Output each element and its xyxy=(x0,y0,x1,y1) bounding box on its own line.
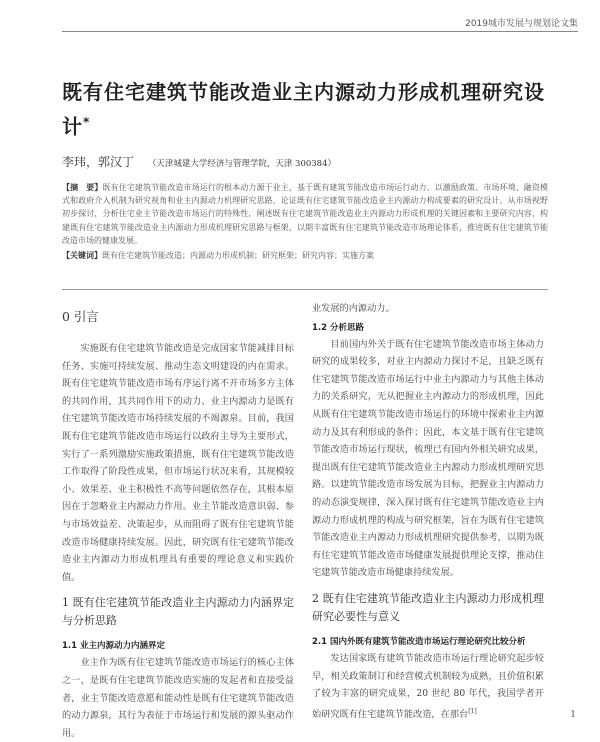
section-heading-1: 1 既有住宅建筑节能改造业主内源动力内涵界定与分析思路 xyxy=(62,596,294,628)
keywords-text: 既有住宅建筑节能改造；内源动力形成机制；研究框架；研究内容；实施方案 xyxy=(102,251,374,261)
left-column xyxy=(62,300,294,742)
section-heading-2: 2 既有住宅建筑节能改造业主内源动力形成机理研究必要性与意义 xyxy=(312,591,544,623)
subsection-heading-1-2: 1.2 分析思路 xyxy=(312,322,365,333)
citation-mark: [1] xyxy=(468,707,477,715)
abstract-text: 既有住宅建筑节能改造市场运行的根本动力源于业主，基于既有建筑节能改造市场运行动力、以激励政策、市场环境、融资模式和政府介入机制为研究视角和业主内源动力机理研究思路，论证既有住宅建筑节能改造业主内源动力构成要素的研究设计。从市场视野初步探讨，分析住宅业主节能改造市场运行的特殊性，阐述既有住宅建筑节能改造业主内源动力形成机理的关键因素和主要研究内容，构建既有住宅建筑节能改造业主内源动力形成机理研究思路与框架，以期丰富既有住宅建筑节能改造市场理论体系，推进既有住宅建筑节能改造市场的健康发展。 xyxy=(62,183,549,245)
abstract xyxy=(62,181,548,247)
running-header: 2019城市发展与规划论文集 xyxy=(465,19,578,29)
section-heading-intro: 0 引言 xyxy=(62,309,99,324)
paragraph-continued: 业发展的内源动力。 xyxy=(312,303,395,314)
subsection-heading-1-1: 1.1 业主内源动力内涵界定 xyxy=(62,641,166,652)
paper-title xyxy=(62,77,562,142)
header-rule xyxy=(62,31,578,32)
right-column xyxy=(312,300,544,723)
subsection-heading-2-1: 2.1 国内外既有建筑节能改造市场运行理论研究比较分析 xyxy=(312,636,526,647)
paragraph: 实施既有住宅建筑节能改造是完成国家节能减排目标任务、实施可持续发展、推动生态文明建设的内在需求。既有住宅建筑节能改造市场有序运行离不开市场多方主体的共同作用，其共同作用下的动力、业主内源动力是既有住宅建筑节能改造市场持续发展的不竭源泉。目前，我国既有住宅建筑节能改造市场运行以政府主导为主要形式，实行了一系列激励实施政策措施，既有住宅建筑节能改造工作取得了阶段性成果，但市场运行状况来看，其规模较小、效果差、业主积极性不高等问题依然存在，其根本原因在于忽略业主内源动力作用。业主节能改造意识弱、参与市场效益差、决策起步，从而阻碍了既有住宅建筑节能改造市场健康持续发展。因此，研究既有住宅建筑节能改造业主内源动力形成机理具有重要的理论意义和实践价值。 xyxy=(62,343,294,583)
keywords xyxy=(62,249,548,262)
title-footnote-mark: * xyxy=(83,115,91,129)
author-affiliation: （天津城建大学经济与管理学院，天津 300384） xyxy=(147,159,336,169)
author-line xyxy=(62,153,336,170)
paper-title-text: 既有住宅建筑节能改造业主内源动力形成机理研究设计 xyxy=(62,80,545,139)
abstract-label: 【摘 要】 xyxy=(62,182,103,192)
abstract-block xyxy=(62,181,548,262)
abstract-rule xyxy=(62,289,548,290)
paragraph: 业主作为既有住宅建筑节能改造市场运行的核心主体之一，是既有住宅建筑节能改造实施的发起者和直接受益者，业主节能改造意愿和能动性是既有住宅建筑节能改造的动力源泉，其行为表征于市场运行和发展的源头驱动作用。 xyxy=(62,657,294,739)
paragraph xyxy=(312,650,544,723)
paragraph: 目前国内外关于既有住宅建筑节能改造市场主体动力研究的成果较多，对业主内源动力探讨不足，且缺乏既有住宅建筑节能改造市场运行中业主内源动力与其他主体动力的关系研究，无从把握业主内源动力的形成机理，因此从既有住宅建筑节能改造市场运行的环境中探索业主内源动力及其有利形成的条件；因此，本文基于既有住宅建筑节能改造市场运行现状，梳理已有国内外相关研究成果，提出既有住宅建筑节能改造业主内源动力形成机理研究思路。以建筑节能改造市场发展为目标，把握业主内源动力的动态演变规律，深入探讨既有住宅建筑节能改造业主内源动力形成机理的构成与研究框架，旨在为既有住宅建筑节能改造业主内源动力形成机理研究提供参考，以期为既有住宅建筑节能改造市场健康发展提供理论支撑，推动住宅建筑节能改造市场健康持续发展。 xyxy=(312,338,544,579)
paragraph-text: 发达国家既有建筑节能改造市场运行理论研究起步较早，相关政策制订和经营模式机制较为成熟，且价值积累了较为丰富的研究成果，20 世纪 80 年代，我国学者开始研究既有住宅建筑节能改造，在那台 xyxy=(312,652,544,720)
author-names: 李玮，郭汉丁 xyxy=(62,155,135,169)
page-number: 1 xyxy=(570,710,576,720)
keywords-label: 【关键词】 xyxy=(62,250,102,261)
